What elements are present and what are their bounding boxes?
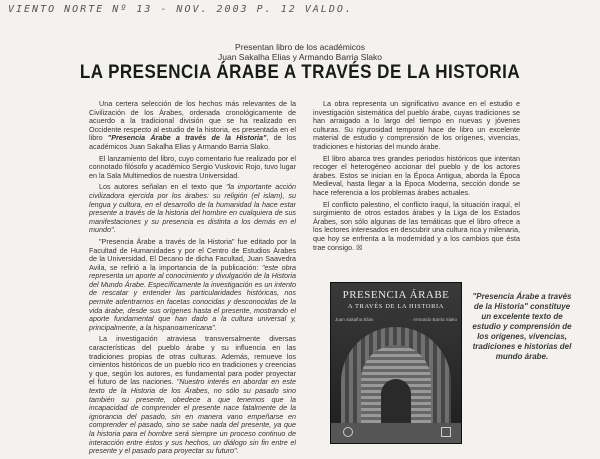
cover-title: PRESENCIA ÁRABE — [342, 289, 450, 301]
kicker-line-2: Juan Sakalha Elias y Armando Barria Slako — [218, 52, 382, 62]
photo-caption: "Presencia Árabe a través de la Historia" constituye un excelente texto de estudio y comprensión de los orígenes, vivencias, tradiciones e historias del mundo árabe. — [472, 292, 572, 361]
left-paragraph-4: "Presencia Árabe a través de la Historia" fue editado por la Facultad de Humanidades y por el Centro de Estudios Árabes de la Universidad. El Decano de dicha Facultad, Juan Saavedra Avila, se refirió a la importancia de la publicación: "este obra representa un aporte al conocimiento y divulgación de la Historia del Mundo Árabe. Específicamente la investigación es un intento de rescatar y entender las particularidades históricas, nos permite adentrarnos en facetas conocidas y desconocidas de la vida árabe, desde sus orígenes hasta el presente, mostrando el aporte fundamental que han dado a la cultura universal y, principalmente, a la hispanoamericana". — [89, 236, 296, 332]
left-paragraph-1: Una certera selección de los hechos más relevantes de la Civilización de los Árabes, ordenada cronológicamente de acuerdo a la tradicional división que se ha realizado en Occidente respecto al estudio de la historia, es presentada en el libro "Presencia Árabe a través de la Historia", de los académicos Juan Sakalha Elias y Armando Barria Slako. — [89, 99, 296, 151]
cover-logo-right-icon — [441, 427, 451, 437]
left-paragraph-3: Los autores señalan en el texto que "la importante acción civilizadora ejercida por los árabes: su religión (el islam), su lengua y cultura, en el desarrollo de la humanidad la hace estar presente a través de la historia del hombre en cualquiera de sus manifestaciones y su presencia es distinta a los demás en el mundo". — [89, 182, 296, 235]
cover-authors — [335, 317, 457, 322]
cover-author-left: Juan Sakalha Elias — [335, 317, 374, 322]
cover-author-right: Armando Barria Slako — [412, 317, 457, 322]
book-cover-image — [330, 282, 462, 444]
left-paragraph-5: La investigación atraviesa transversalmente diversas características del pueblo árabe y su influencia en las tradiciones propias de otras culturas. Además, remueve los cimientos históricos de un pueblo rico en tradiciones y creencias y que, según los autores, es fundamental para poder proyectar el futuro de las naciones. "Nuestro interés en abordar en este texto de la Historia de los Árabes, no sólo su pasado sino también su presente, obedece a que tenemos que la incapacidad de comprender el presente nace fatalmente de la ignorancia del pasado, sin en manera vano empeñarse en comprender el pasado, sino se sabe nada del presente, ya que la historia para el hombre será siempre un proceso continuo de interacción entre éstos y sus hechos, un diálogo sin fin entre el presente y el pasado para proyectar su futuro". — [89, 334, 296, 456]
right-paragraph-2: El libro abarca tres grandes periodos históricos que intentan recoger el heterogéneo accionar del pueblo y de los actores árabes. Estos se inician en la Época Antigua, aborda la Época Medieval, hasta llegar a la Época Moderna, sección donde se hace referencia a los problemas árabes actuales. — [313, 153, 520, 197]
kicker-line-1: Presentan libro de los académicos — [235, 42, 365, 52]
cover-logo-left-icon — [343, 427, 353, 437]
right-paragraph-1: La obra representa un significativo avance en el estudio e investigación sistemática del pueblo árabe, cuyas tradiciones se han arraigado a lo largo del tiempo en nuevas y jóvenes culturas. Su rigurosidad temporal hace de libro un excelente material de estudio y comprensión de los orígenes, vivencias, tradiciones e historias del mundo árabe. — [313, 99, 520, 151]
cover-doorway — [381, 379, 411, 423]
headline: LA PRESENCIA ÁRABE A TRAVÉS DE LA HISTORIA — [79, 60, 521, 83]
cover-subtitle: A TRAVÉS DE LA HISTORIA — [347, 303, 445, 310]
right-paragraph-3: El conflicto palestino, el conflicto iraquí, la situación iraquí, el surgimiento de otros estados árabes y la Liga de los Estados Árabes, son sólo algunas de las temáticas que el libro ofrece a los lectores interesados en descubrir una cultura rica y milenaria, que hoy se enfrenta a la modernidad y a los cambios que ésta trae consigo. ☒ — [313, 199, 520, 252]
left-column — [89, 100, 296, 459]
handwritten-note: VIENTO NORTE Nº 13 - NOV. 2003 P. 12 VALDO. — [8, 4, 353, 15]
right-column — [313, 100, 520, 255]
left-paragraph-2: El lanzamiento del libro, cuyo comentario fue realizado por el connotado filósofo y académico Sergio Vuskovic Rojo, tuvo lugar en la Sala Multimedios de nuestra Universidad. — [89, 153, 296, 180]
